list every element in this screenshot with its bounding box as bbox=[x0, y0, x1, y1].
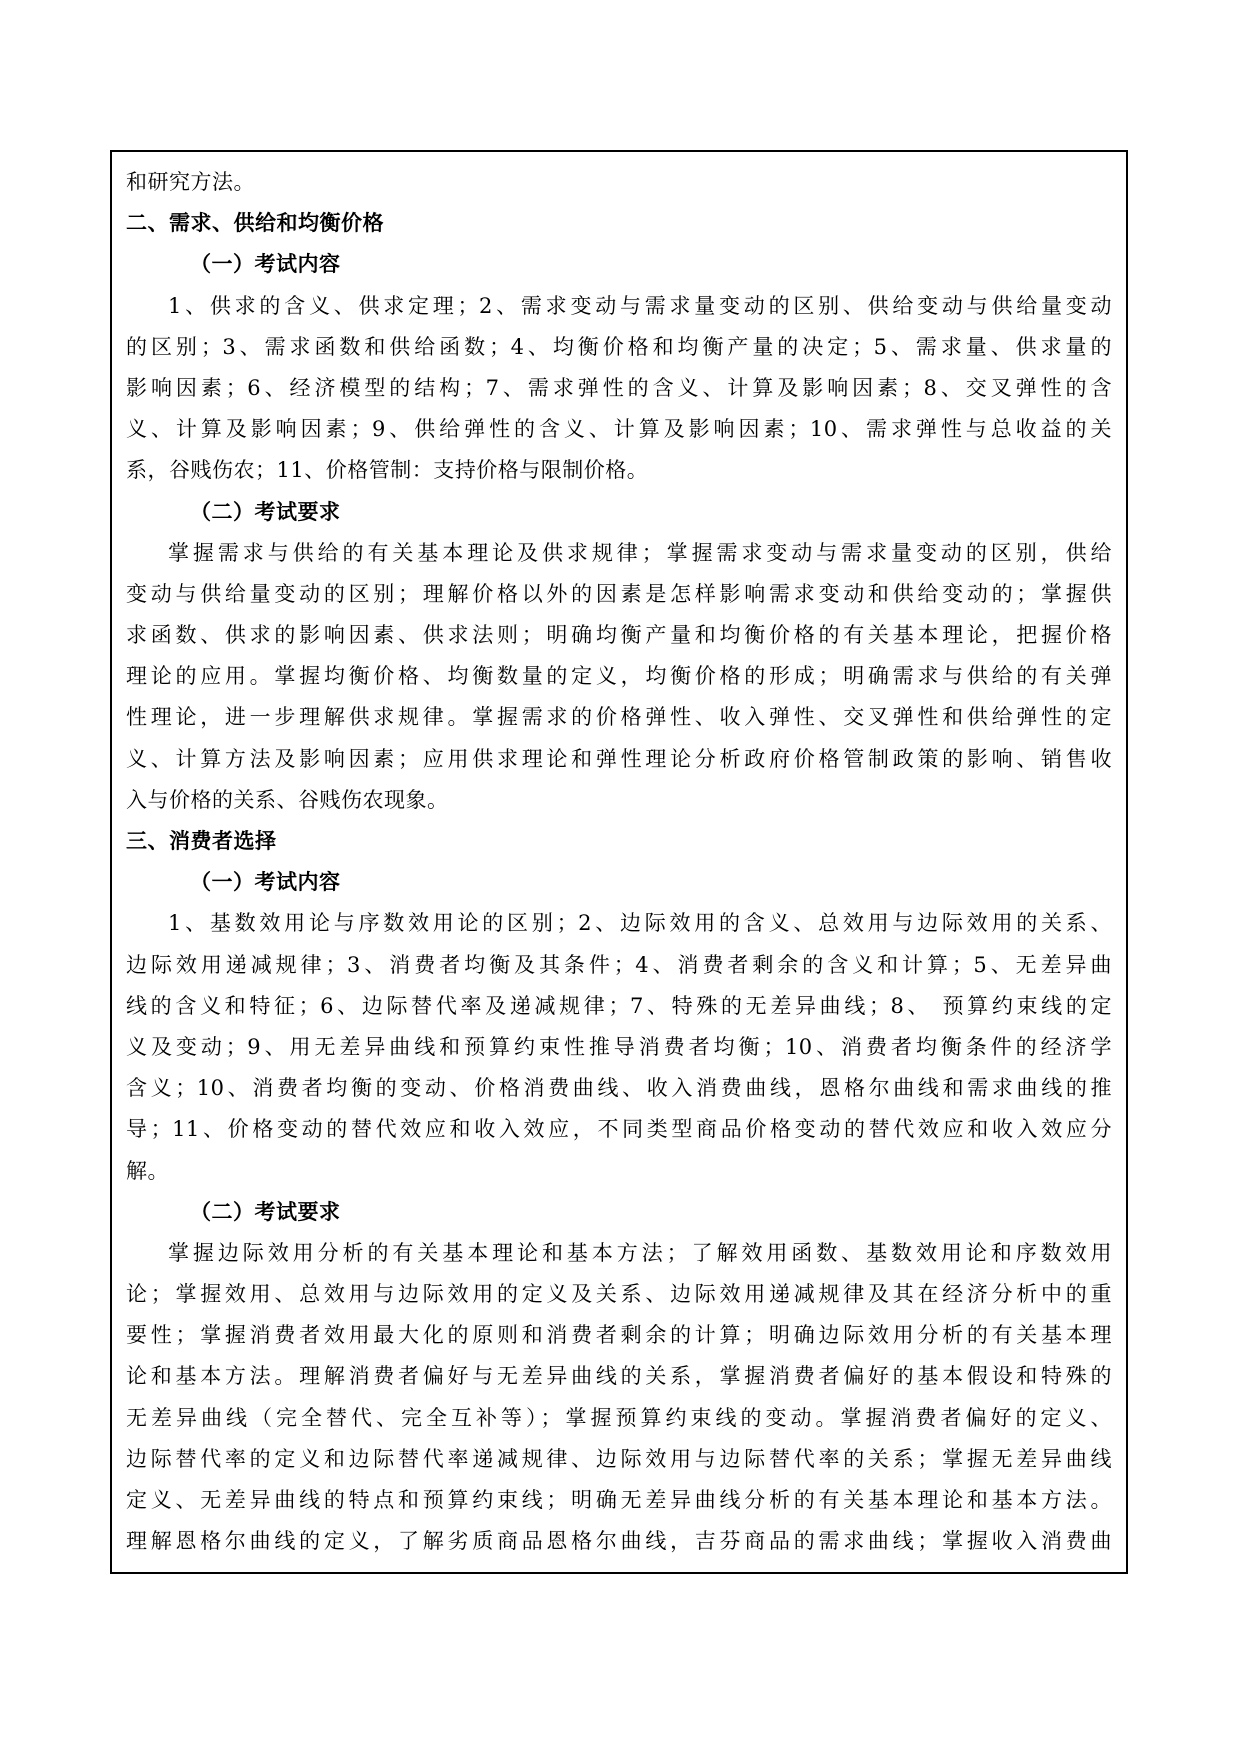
text-line: 义、计算及影响因素；9、供给弹性的含义、计算及影响因素；10、需求弹性与总收益的关 bbox=[126, 417, 1112, 442]
text-line: 掌握边际效用分析的有关基本理论和基本方法；了解效用函数、基数效用论和序数效用 bbox=[168, 1240, 1112, 1265]
text-line: 义、计算方法及影响因素；应用供求理论和弹性理论分析政府价格管制政策的影响、销售收 bbox=[126, 746, 1112, 771]
text-line: 系，谷贱伤农；11、价格管制：支持价格与限制价格。 bbox=[126, 458, 649, 483]
subsection-heading: （一）考试内容 bbox=[190, 252, 341, 277]
subsection-heading: （二）考试要求 bbox=[190, 499, 341, 524]
text-line: 的区别；3、需求函数和供给函数；4、均衡价格和均衡产量的决定；5、需求量、供求量的 bbox=[126, 334, 1112, 359]
subsection-heading: （一）考试内容 bbox=[190, 870, 341, 895]
text-line: 解。 bbox=[126, 1158, 169, 1183]
document-body bbox=[126, 162, 1112, 1562]
text-line: 边际替代率的定义和边际替代率递减规律、边际效用与边际替代率的关系；掌握无差异曲线 bbox=[126, 1446, 1112, 1471]
text-line: 论；掌握效用、总效用与边际效用的定义及关系、边际效用递减规律及其在经济分析中的重 bbox=[126, 1282, 1112, 1307]
text-line: 1、供求的含义、供求定理；2、需求变动与需求量变动的区别、供给变动与供给量变动 bbox=[168, 293, 1112, 318]
text-line: 理论的应用。掌握均衡价格、均衡数量的定义，均衡价格的形成；明确需求与供给的有关弹 bbox=[126, 664, 1112, 689]
text-line: 要性；掌握消费者效用最大化的原则和消费者剩余的计算；明确边际效用分析的有关基本理 bbox=[126, 1323, 1112, 1348]
section-heading: 三、消费者选择 bbox=[126, 829, 277, 853]
text-line: 求函数、供求的影响因素、供求法则；明确均衡产量和均衡价格的有关基本理论，把握价格 bbox=[126, 623, 1112, 648]
text-line: 掌握需求与供给的有关基本理论及供求规律；掌握需求变动与需求量变动的区别，供给 bbox=[168, 540, 1112, 565]
text-line: 论和基本方法。理解消费者偏好与无差异曲线的关系，掌握消费者偏好的基本假设和特殊的 bbox=[126, 1364, 1112, 1389]
subsection-heading: （二）考试要求 bbox=[190, 1199, 341, 1224]
text-line: 线的含义和特征；6、边际替代率及递减规律；7、特殊的无差异曲线；8、 预算约束线的定 bbox=[126, 993, 1112, 1018]
text-line: 边际效用递减规律；3、消费者均衡及其条件；4、消费者剩余的含义和计算；5、无差异曲 bbox=[126, 952, 1112, 977]
text-line: 性理论，进一步理解供求规律。掌握需求的价格弹性、收入弹性、交叉弹性和供给弹性的定 bbox=[126, 705, 1112, 730]
text-line: 变动与供给量变动的区别；理解价格以外的因素是怎样影响需求变动和供给变动的；掌握供 bbox=[126, 581, 1112, 606]
text-line: 导；11、价格变动的替代效应和收入效应，不同类型商品价格变动的替代效应和收入效应分 bbox=[126, 1117, 1112, 1142]
text-line: 含义；10、消费者均衡的变动、价格消费曲线、收入消费曲线，恩格尔曲线和需求曲线的推 bbox=[126, 1076, 1112, 1101]
text-line: 义及变动；9、用无差异曲线和预算约束性推导消费者均衡；10、消费者均衡条件的经济学 bbox=[126, 1034, 1112, 1059]
text-line: 定义、无差异曲线的特点和预算约束线；明确无差异曲线分析的有关基本理论和基本方法。 bbox=[126, 1488, 1112, 1512]
section-heading: 二、需求、供给和均衡价格 bbox=[126, 211, 384, 236]
document-frame bbox=[110, 150, 1128, 1574]
text-line: 影响因素；6、经济模型的结构；7、需求弹性的含义、计算及影响因素；8、交叉弹性的含 bbox=[126, 375, 1112, 400]
text-line: 理解恩格尔曲线的定义，了解劣质商品恩格尔曲线，吉芬商品的需求曲线；掌握收入消费曲 bbox=[126, 1529, 1112, 1554]
text-line: 1、基数效用论与序数效用论的区别；2、边际效用的含义、总效用与边际效用的关系、 bbox=[168, 911, 1112, 936]
text-line: 入与价格的关系、谷贱伤农现象。 bbox=[126, 787, 449, 812]
text-line: 和研究方法。 bbox=[126, 170, 255, 194]
text-line: 无差异曲线（完全替代、完全互补等）；掌握预算约束线的变动。掌握消费者偏好的定义、 bbox=[126, 1405, 1112, 1430]
